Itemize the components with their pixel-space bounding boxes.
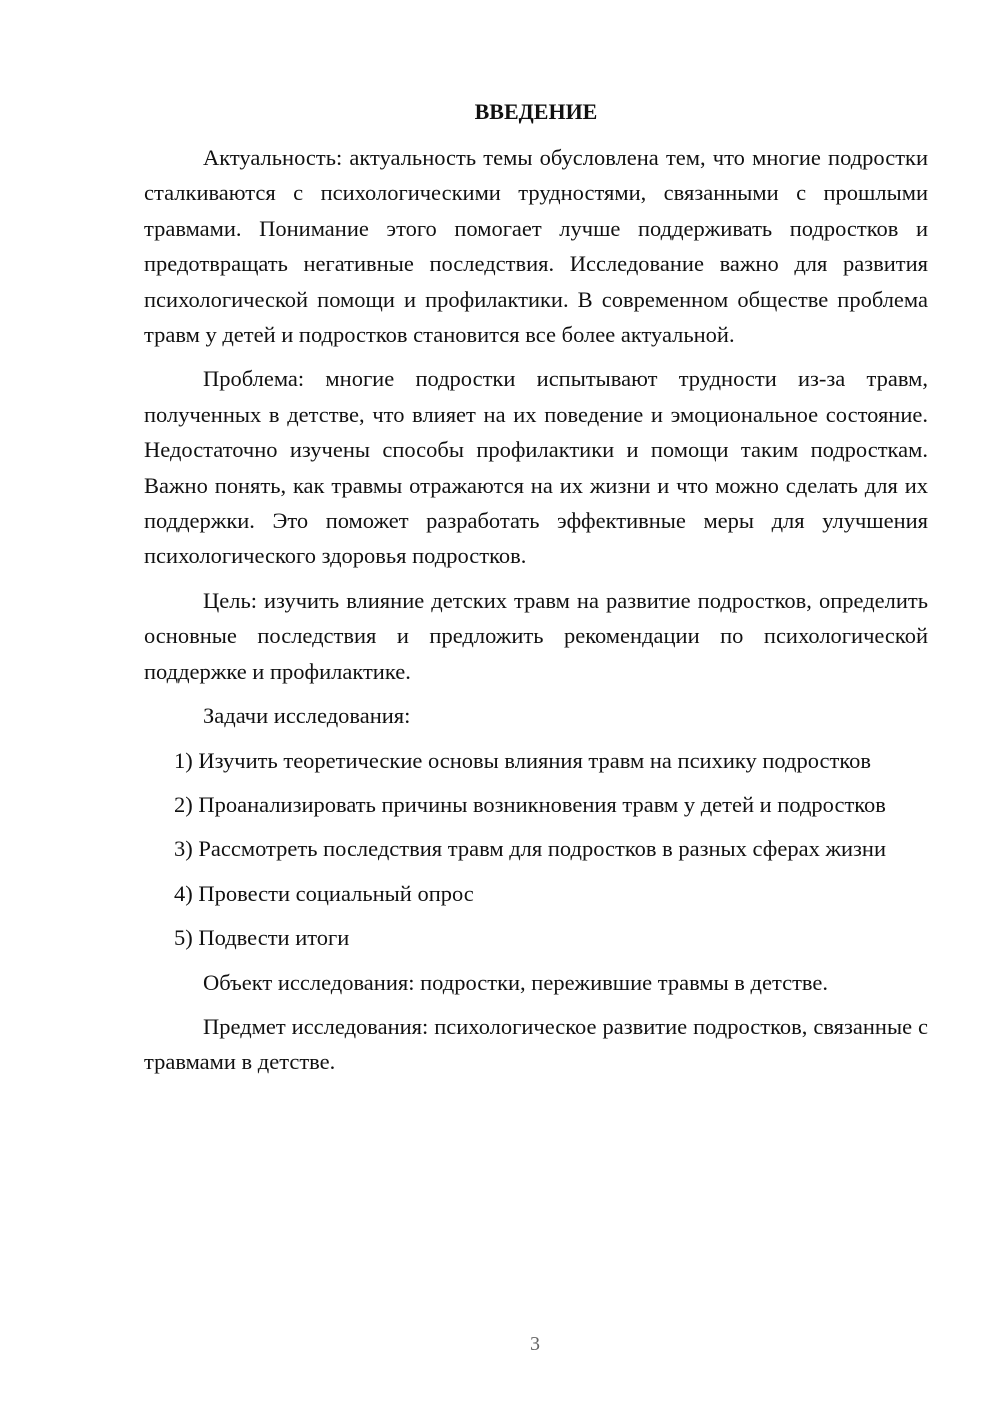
relevance-paragraph: Актуальность: актуальность темы обусловлена тем, что многие подростки сталкиваются с психологическими трудностями, связанными с прошлыми травмами. Понимание этого помогает лучше поддерживать подростков и предотвращать негативные последствия. Исследование важно для развития психологической помощи и профилактики. В современном обществе проблема травм у детей и подростков становится все более актуальной.: [144, 145, 928, 348]
task-item-1: 1) Изучить теоретические основы влияния травм на психику подростков: [174, 747, 872, 773]
subject-paragraph: Предмет исследования: психологическое развитие подростков, связанные с травмами в детстве.: [144, 1013, 928, 1075]
section-title: ВВЕДЕНИЕ: [474, 99, 598, 124]
task-item-3: 3) Рассмотреть последствия травм для подростков в разных сферах жизни: [174, 836, 887, 862]
task-item-5: 5) Подвести итоги: [174, 925, 350, 951]
page-content: [144, 94, 928, 1089]
task-item-4: 4) Провести социальный опрос: [174, 880, 474, 906]
problem-paragraph: Проблема: многие подростки испытывают трудности из-за травм, полученных в детстве, что влияет на их поведение и эмоциональное состояние. Недостаточно изучены способы профилактики и помощи таким подросткам. Важно понять, как травмы отражаются на их жизни и что можно сделать для их поддержки. Это поможет разработать эффективные меры для улучшения психологического здоровья подростков.: [144, 366, 928, 569]
object-paragraph: Объект исследования: подростки, пережившие травмы в детстве.: [203, 969, 829, 995]
task-item-2: 2) Проанализировать причины возникновения травм у детей и подростков: [174, 791, 886, 817]
page-number: 3: [530, 1333, 540, 1355]
tasks-heading: Задачи исследования:: [203, 703, 411, 729]
goal-paragraph: Цель: изучить влияние детских травм на развитие подростков, определить основные последствия и предложить рекомендации по психологической поддержке и профилактике.: [144, 587, 928, 684]
